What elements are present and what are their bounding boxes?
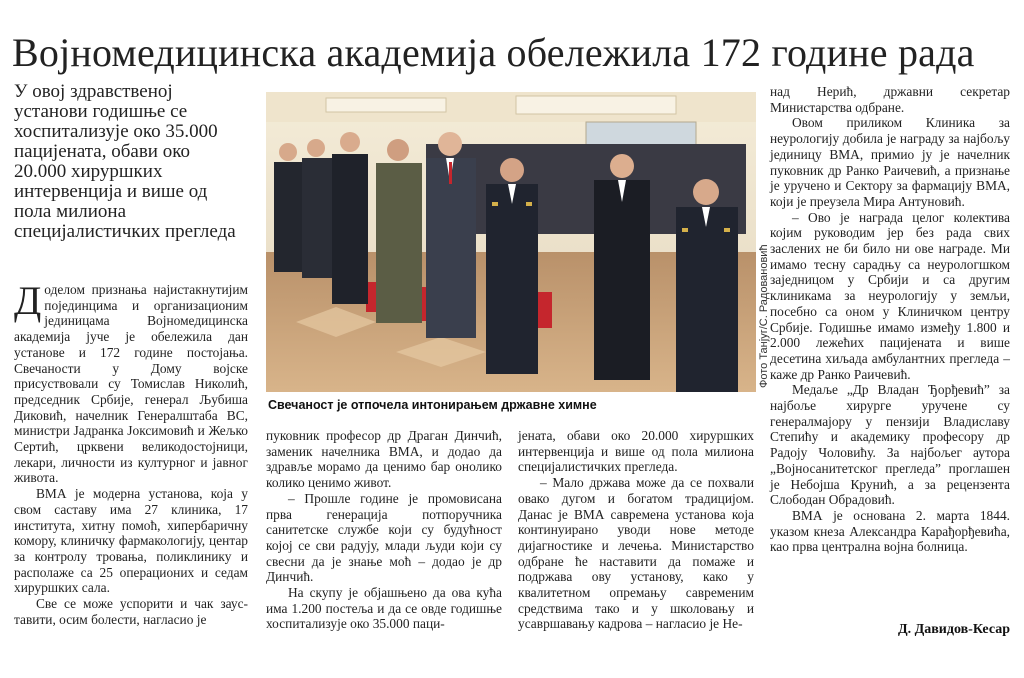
article-column-3 xyxy=(518,428,754,632)
ceremony-photo xyxy=(266,92,756,392)
article-column-2 xyxy=(266,428,502,632)
photo-caption: Свечаност је отпочела интонирањем државне химне xyxy=(268,398,597,412)
photo-credit-text: Фото Танјуг/С. Радовановић xyxy=(758,244,770,388)
article-column-4 xyxy=(770,84,1010,555)
article-column-1 xyxy=(14,278,248,627)
article-lede: У овој здравственој установи годишње се хоспитализује око 35.000 пацијената, обави око 20.000 хируршких интервенција и више од пола милиона специјалистичких прегледа xyxy=(14,81,236,242)
article-headline: Војномедицинска академија обележила 172 године рада xyxy=(12,30,975,75)
column-1-paragraph xyxy=(14,278,248,486)
ceremony-photo-illustration xyxy=(266,92,756,392)
column-3-paragraph: јената, обави око 20.000 хируршких интервенција и више од пола милиона специјалистичких прегледа. xyxy=(518,428,754,475)
column-1-paragraph: Све се може успорити и чак зауставити, осим болести, нагласио је xyxy=(14,596,248,627)
column-4-paragraph: над Нерић, државни секретар Министарства одбране. xyxy=(770,84,1010,115)
column-2-paragraph: пуковник професор др Драган Динчић, заменик начелника ВМА, и додао да здравље морамо да ценимо бар онолико колико ценимо живот. xyxy=(266,428,502,491)
photo-credit xyxy=(752,92,770,392)
column-3-paragraph: – Мало држава може да се похвали овако дугом и богатом традицијом. Данас је ВМА савремена установа која континуирано уводи нове методе дијагностике и лечења. Министарство одбране ће наставити да помаже и подржава ову установу, како у квалитетном опремању савременим средствима тако и у школовању и усавршавању кадрова – нагласио је Не- xyxy=(518,475,754,632)
column-4-paragraph: Медаље „Др Владан Ђорђевић” за најбоље хирурге уручене су генералмајору у пензији Владиславу Степићу и академику професору др Радоју Чоловићу. За најбољег аутора „Војносанитетског прегледа” проглашен је Небојша Крунић, а за рецензента Слободан Обрадовић. xyxy=(770,382,1010,508)
column-4-paragraph: Овом приликом Клиника за неурологију добила је награду за најбољу јединицу ВМА, примио ју је начелник пуковник др Ранко Раичевић, а признање је уручено и Сектору за фармацију ВМА, који је преузела Мира Антуновић. xyxy=(770,115,1010,209)
column-2-paragraph: – Прошле године је промовисана прва генерација потпоручника санитетске службе који су будућност којој се сви радују, млади људи који су свесни да је знање моћ – додао је др Динчић. xyxy=(266,490,502,585)
article-byline: Д. Давидов-Кесар xyxy=(897,622,1010,637)
column-4-paragraph: ВМА је основана 2. марта 1844. указом кнеза Александра Карађорђевића, као прва централна војна болница. xyxy=(770,507,1010,555)
column-2-paragraph: На скупу је објашњено да ова кућа има 1.200 постеља и да се овде годишње хоспитализује око 35.000 паци- xyxy=(266,585,502,632)
column-1-paragraph: ВМА је модерна установа, која у свом саставу има 27 клиника, 17 института, хитну помоћ, хипербаричну комору, клиничку фармакологију, центар за контролу тровања, поликлинику и располаже са 25 операционих и седам хируршких сала. xyxy=(14,486,248,596)
column-4-paragraph: – Ово је награда целог колектива којим руководим јер без рада свих заслених не би било ни ове награде. Ми имамо тесну сарадњу са неурологшком заједницом у Србији и са другим клиникама за неурологију у земљи, посебно са оном у Клиничком центру Србије. Годишње имамо између 1.800 и 2.000 лежећих пацијената и више десетина хиљада амбулантних прегледа – каже др Ранко Раичевић. xyxy=(770,209,1010,382)
drop-cap: Д xyxy=(14,278,42,323)
column-1-text: оделом признања најистакнутијим појединцима и организационим јединицама Војномедицинска академија јуче је обележила дан установе и 172 године постојања. Свечаности у Дому војске присуствовали су Томислав Николић, председник Србије, генерал Љубиша Диковић, начелник Генералштаба ВС, министри Јадранка Јоксимовић и Жељко Сертић, црквени великодостојници, лекари, личности из културног и јавног живота. xyxy=(14,282,248,486)
